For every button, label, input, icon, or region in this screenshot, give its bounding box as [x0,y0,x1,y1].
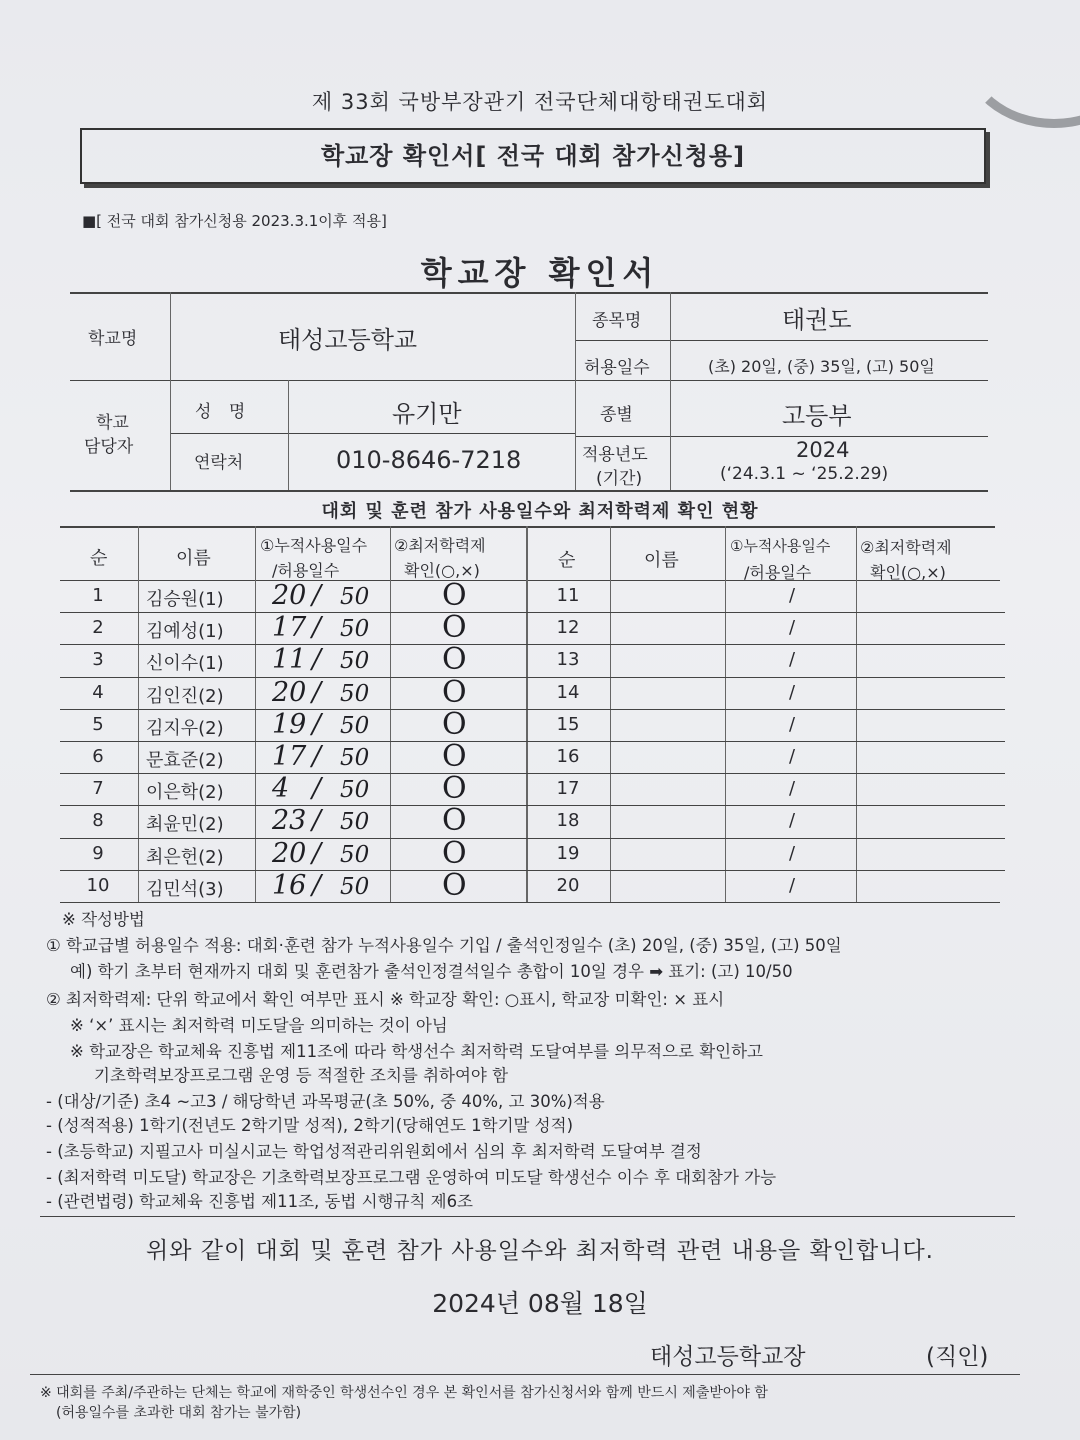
year-value: 2024 [796,438,850,462]
row-number-right: 20 [556,874,580,896]
allowed-days-handwritten: 50 [340,616,370,643]
slash-handwritten: / [312,805,322,837]
confirm-statement: 위와 같이 대회 및 훈련 참가 사용일수와 최저학력 관련 내용을 확인합니다. [146,1238,934,1264]
student-name: 신이수(1) [146,653,224,675]
year-label-1: 적용년도 [582,445,648,465]
method-line-9: - (초등학교) 지필고사 미실시교는 학업성적관리위원회에서 심의 후 최저학력 도달여부 결정 [46,1142,702,1161]
principal-name: 태성고등학교장 [650,1344,806,1370]
student-name: 김인진(2) [146,685,224,707]
student-name: 김승원(1) [146,589,224,610]
row-number-right: 15 [556,713,580,735]
col-name: 이름 [176,548,211,569]
row-number-right: 14 [556,681,580,703]
allowed-days-handwritten: 50 [340,841,370,868]
student-name: 최은헌(2) [146,846,224,868]
sub-note: ■[ 전국 대회 참가신청용 2023.3.1이후 적용] [82,212,387,230]
col-days-1: ①누적사용일수 [260,536,368,555]
year-label-2: (기간) [596,469,643,489]
col-no-right: 순 [558,550,576,571]
row-number: 6 [92,746,104,767]
allowed-days-handwritten: 50 [340,745,370,771]
row-slash-right: / [789,713,796,735]
row-number-right: 11 [556,585,580,606]
row-number: 5 [92,713,104,735]
col-check-2: 확인(○,×) [404,561,480,580]
method-line-3: ② 최저학력제: 단위 학교에서 확인 여부만 표시 ※ 학교장 확인: ○표시, 학교장 미확인: × 표시 [46,990,725,1009]
slash-handwritten: / [312,676,322,708]
row-number: 7 [92,778,104,800]
division-label: 종별 [600,405,633,425]
slash-handwritten: / [312,837,322,869]
row-slash-right: / [789,681,796,703]
row-slash-right: / [789,778,796,800]
slash-handwritten: / [312,612,322,644]
slash-handwritten: / [312,741,322,772]
manager-name: 유기만 [392,400,462,428]
used-days-handwritten: 20 [272,580,307,611]
used-days-handwritten: 17 [272,612,307,644]
row-number: 10 [86,874,110,896]
allowed-days-handwritten: 50 [340,712,370,739]
used-days-handwritten: 23 [272,805,307,837]
row-slash-right: / [789,842,796,864]
method-line-8: - (성적적용) 1학기(전년도 2학기말 성적), 2학기(당해연도 1학기말 성적) [46,1116,574,1135]
row-slash-right: / [789,810,796,832]
check-mark-handwritten: O [442,739,467,774]
row-divider [60,870,1005,871]
allowed-days-handwritten: 50 [340,809,370,836]
used-days-handwritten: 17 [272,741,307,772]
row-number-right: 19 [556,842,580,864]
used-days-handwritten: 20 [272,837,307,869]
method-line-7: - (대상/기준) 초4 ~고3 / 해당학년 과목평균(초 50%, 중 40%, 고 30%)적용 [46,1092,605,1111]
used-days-handwritten: 4 [272,773,290,805]
method-line-5: ※ 학교장은 학교체육 진흥법 제11조에 따라 학생선수 최저학력 도달여부를 의무적으로 확인하고 [70,1042,763,1061]
method-line-4: ※ ‘×’ 표시는 최저학력 미도달을 의미하는 것이 아님 [70,1016,448,1035]
box-title: 학교장 확인서[ 전국 대회 참가신청용] [80,128,986,184]
row-divider [60,677,1005,678]
footer-note-2: (허용일수를 초과한 대회 참가는 불가함) [56,1405,302,1421]
row-divider [60,902,1000,903]
allowed-days-handwritten: 50 [340,648,370,675]
row-divider [60,644,1005,645]
school-name: 태성고등학교 [278,326,418,354]
allowed-label: 허용일수 [584,358,650,378]
col-no: 순 [90,548,108,569]
method-line-1: ① 학교급별 허용일수 적용: 대회·훈련 참가 누적사용일수 기입 / 출석인정일수 (초) 20일, (중) 35일, (고) 50일 [46,936,842,955]
student-name: 김민석(3) [146,878,224,900]
division-value: 고등부 [782,402,852,430]
row-number-right: 13 [556,649,580,671]
row-number: 2 [92,617,104,639]
student-name: 이은학(2) [146,782,224,804]
check-mark-handwritten: O [442,610,467,646]
slash-handwritten: / [312,580,322,611]
row-number-right: 12 [556,617,580,639]
row-number: 9 [92,842,104,864]
student-name: 김예성(1) [146,621,224,643]
seal-mark: (직인) [926,1344,989,1370]
allowed-days-handwritten: 50 [340,777,370,804]
student-name: 최윤민(2) [146,814,224,836]
method-line-11: - (관련법령) 학교체육 진흥법 제11조, 동법 시행규칙 제6조 [46,1192,473,1211]
row-divider [60,741,1005,742]
allowed-days-handwritten: 50 [340,584,370,610]
row-slash-right: / [789,585,796,606]
col-check-right-1: ②최저학력제 [860,538,952,557]
row-divider [60,805,1005,806]
row-slash-right: / [789,617,796,639]
row-number: 4 [92,681,104,703]
row-divider [60,612,1005,613]
slash-handwritten: / [312,708,322,740]
row-number-right: 18 [556,810,580,832]
slash-handwritten: / [312,773,322,805]
used-days-handwritten: 11 [272,644,307,676]
student-name: 문효준(2) [146,750,224,771]
method-line-10: - (최저학력 미도달) 학교장은 기초학력보장프로그램 운영하여 미도달 학생선수 이수 후 대회참가 가능 [46,1168,777,1187]
used-days-handwritten: 20 [272,676,307,708]
check-mark-handwritten: O [442,771,467,807]
check-mark-handwritten: O [442,706,467,742]
row-divider [60,838,1005,839]
col-days-right-1: ①누적사용일수 [730,537,831,555]
check-mark-handwritten: O [442,674,467,710]
contact-label: 연락처 [194,453,244,473]
manager-label-1: 학교 [96,413,129,433]
row-number-right: 16 [556,746,580,767]
row-number: 3 [92,649,104,671]
col-days-2: /허용일수 [272,561,340,580]
row-divider [60,773,1005,774]
row-number: 1 [92,585,104,606]
allowed-value: (초) 20일, (중) 35일, (고) 50일 [708,357,935,376]
table-title: 대회 및 훈련 참가 사용일수와 최저학력제 확인 현황 [321,501,759,522]
row-divider [60,709,1005,710]
check-mark-handwritten: O [442,803,467,839]
allowed-days-handwritten: 50 [340,680,370,707]
name-label: 성 명 [195,402,252,422]
row-slash-right: / [789,649,796,671]
check-mark-handwritten: O [442,578,467,613]
allowed-days-handwritten: 50 [340,873,370,900]
row-slash-right: / [789,874,796,896]
slash-handwritten: / [312,869,322,901]
document-title: 학교장 확인서 [420,254,660,292]
footer-note-1: ※ 대회를 주최/주관하는 단체는 학교에 재학중인 학생선수인 경우 본 확인서를 참가신청서와 함께 반드시 제출받아야 함 [40,1385,768,1401]
contact-number: 010-8646-7218 [336,446,522,474]
check-mark-handwritten: O [442,867,467,903]
school-name-label: 학교명 [88,329,138,349]
col-check-right-2: 확인(○,×) [870,563,946,582]
row-number-right: 17 [556,778,580,800]
col-name-right: 이름 [644,550,679,571]
period-value: (‘24.3.1 ~ ‘25.2.29) [720,464,889,484]
sport-value: 태권도 [782,306,852,334]
row-number: 8 [92,810,104,832]
used-days-handwritten: 19 [272,708,307,740]
event-title: 제 33회 국방부장관기 전국단체대항태권도대회 [311,90,769,114]
col-check-1: ②최저학력제 [394,536,486,555]
method-line-2: 예) 학기 초부터 현재까지 대회 및 훈련참가 출석인정결석일수 총합이 10일 경우 ➡ 표기: (고) 10/50 [70,962,793,981]
check-mark-handwritten: O [442,835,467,871]
sport-label: 종목명 [592,311,642,331]
check-mark-handwritten: O [442,642,467,678]
method-title: ※ 작성방법 [62,910,145,929]
manager-label-2: 담당자 [84,437,134,457]
used-days-handwritten: 16 [272,869,307,901]
confirm-date: 2024년 08월 18일 [432,1289,648,1318]
method-line-6: 기초학력보장프로그램 운영 등 적절한 조치를 취하여야 함 [94,1066,509,1085]
student-name: 김지우(2) [146,717,224,739]
col-days-right-2: /허용일수 [744,563,812,582]
slash-handwritten: / [312,644,322,676]
row-slash-right: / [789,746,796,767]
